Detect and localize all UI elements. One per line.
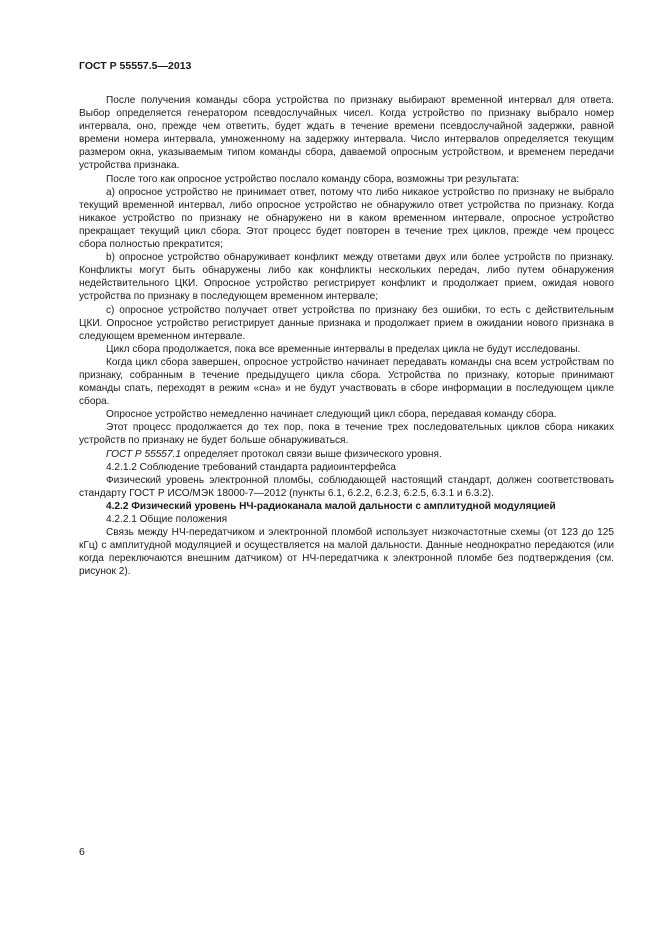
section-heading-4-2-2-1: 4.2.2.1 Общие положения (106, 514, 228, 525)
page-number: 6 (79, 846, 85, 858)
paragraph-result-c: c) опросное устройство получает ответ устройства по признаку без ошибки, то есть с действительным ЦКИ. Опросное устройство регистрирует данные признака и продолжает прием в ожидании нового признака в следующем временном интервале. (79, 304, 614, 342)
paragraph-process-end: Этот процесс продолжается до тех пор, пока в течение трех последовательных циклов сбора никаких устройств по признаку не будет больше обнаруживаться. (79, 422, 614, 447)
paragraph-lf-link: Связь между НЧ-передатчиком и электронной пломбой использует низкочастотные схемы (от 123 до 125 кГц) с амплитудной модуляцией и осуществляется на малой дальности. Данные неоднократно передаются (или когда переключаются внешним датчиком) от НЧ-передатчика к электронной пломбе без подтверждения (см. рисунок 2). (79, 527, 614, 578)
section-heading-4-2-2: 4.2.2 Физический уровень НЧ-радиоканала малой дальности с амплитудной модуляцией (106, 500, 556, 512)
paragraph-sleep-commands: Когда цикл сбора завершен, опросное устройство начинает передавать команды сна всем устройствам по признаку, собранным в течение предыдущего цикла сбора. Устройства по признаку, которые принимают команды спать, переходят в режим «сна» и не будут участвовать в сборе информации в последующем цикле сбора. (79, 356, 614, 408)
document-body (79, 94, 614, 578)
paragraph-result-a: a) опросное устройство не принимает ответ, потому что либо никакое устройство по признаку не выбрало текущий временной интервал, либо опросное устройство не обнаружило ответ устройства по признаку. Когда никакое устройство по признаку не обнаружено ни в каком временном интервале, опросное устройство прекращает текущий цикл сбора. Этот процесс будет повторен в течение трех циклов, прежде чем процесс сбора полностью прекратится; (79, 186, 614, 251)
paragraph-collection-intro: После получения команды сбора устройства по признаку выбирают временной интервал для ответа. Выбор определяется генератором псевдослучайных чисел. Когда устройство по признаку выбрало номер интервала, оно, прежде чем ответить, будет ждать в течение времени псевдослучайной задержки, равной времени номера интервала, умноженному на задержку интервала. Число интервалов определяется текущим размером окна, указываемым типом команды сбора, даваемой опросным устройством, и временем передачи устройства признака. (79, 95, 614, 172)
section-heading-4-2-1-2: 4.2.1.2 Соблюдение требований стандарта радиоинтерфейса (106, 461, 397, 473)
paragraph-physical-layer-compliance: Физический уровень электронной пломбы, соблюдающей настоящий стандарт, должен соответствовать стандарту ГОСТ Р ИСО/МЭК 18000-7—2012 (пункты 6.1, 6.2.2, 6.2.3, 6.2.5, 6.3.1 и 6.3.2). (79, 474, 614, 499)
paragraph-protocol-text: определяет протокол связи выше физического уровня. (180, 448, 442, 460)
document-header: ГОСТ Р 55557.5—2013 (79, 60, 192, 72)
paragraph-result-b: b) опросное устройство обнаруживает конфликт между ответами двух или более устройств по признаку. Конфликты могут быть обнаружены либо как конфликты нескольких передач, либо путем обнаружения недействительного ЦКИ. Опросное устройство регистрирует конфликт и продолжает прием, ожидая нового устройства по признаку в последующем временном интервале; (79, 252, 614, 303)
paragraph-protocol-reference (79, 448, 614, 461)
standard-reference: ГОСТ Р 55557.1 (106, 448, 181, 460)
paragraph-three-results: После того как опросное устройство послало команду сбора, возможны три результата: (106, 173, 520, 185)
paragraph-cycle-continues: Цикл сбора продолжается, пока все временные интервалы в пределах цикла не будут исследованы. (106, 343, 581, 355)
paragraph-next-cycle: Опросное устройство немедленно начинает следующий цикл сбора, передавая команду сбора. (106, 409, 557, 421)
